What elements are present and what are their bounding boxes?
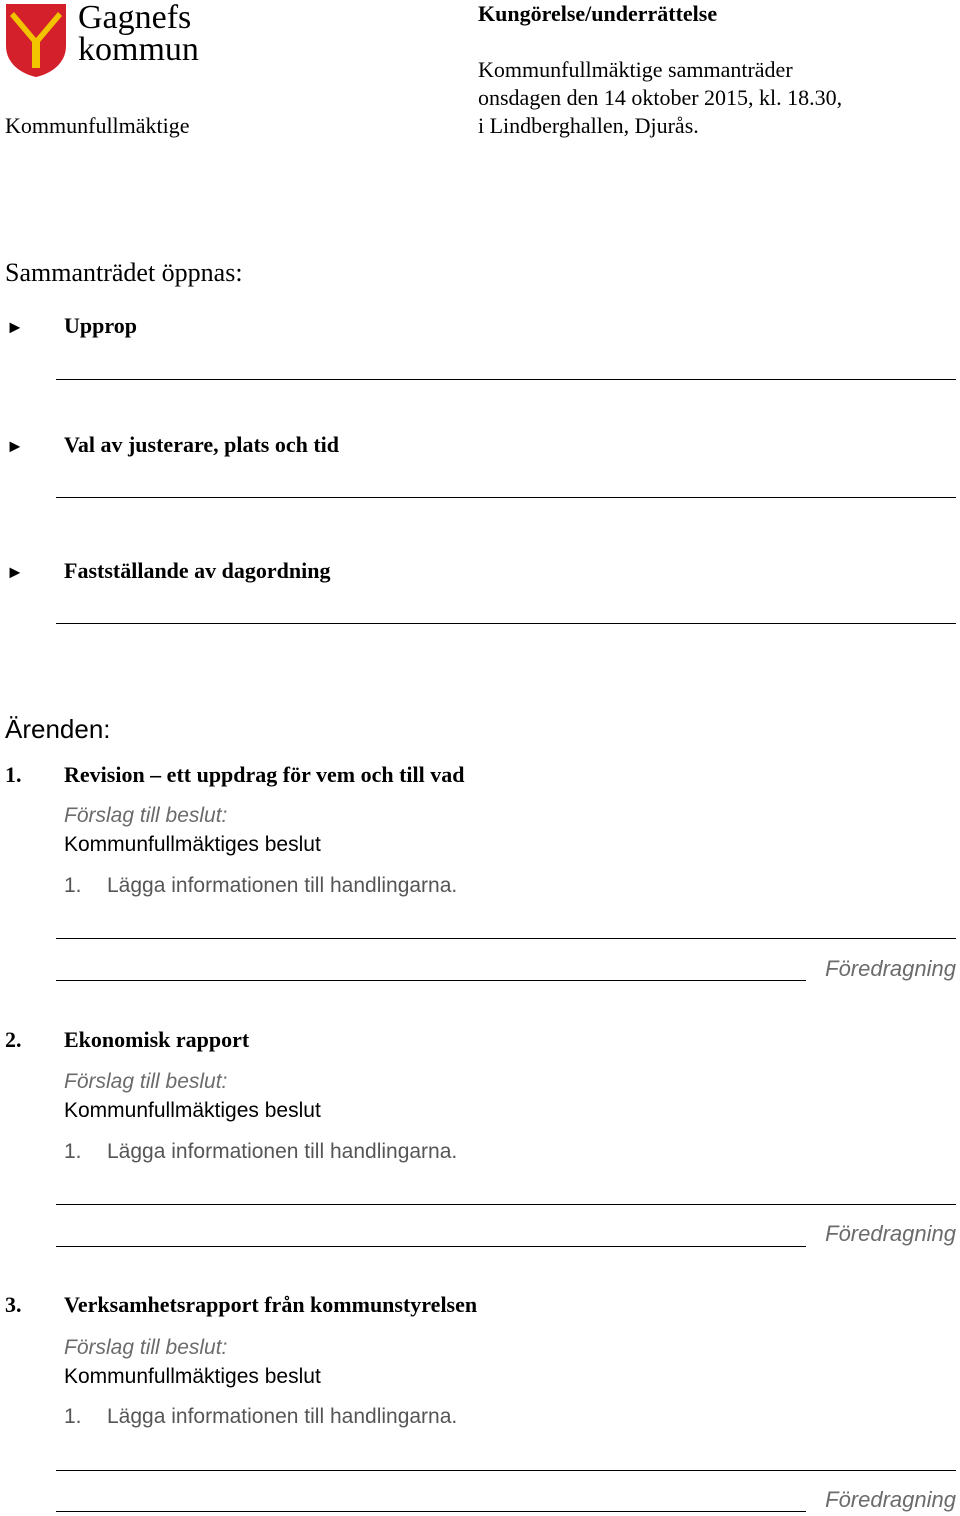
answer-line <box>56 379 956 380</box>
bullet-arrow-icon: ► <box>6 317 24 337</box>
answer-line <box>56 1470 956 1471</box>
answer-line <box>56 1204 956 1205</box>
opening-heading: Sammanträdet öppnas: <box>5 258 243 287</box>
presenter-line <box>56 1246 806 1247</box>
proposal-label: Förslag till beslut: <box>64 1070 228 1093</box>
matter-number: 3. <box>5 1292 22 1317</box>
matter-number: 1. <box>5 762 22 787</box>
matters-heading: Ärenden: <box>5 714 111 744</box>
notice-title: Kungörelse/underrättelse <box>478 1 718 26</box>
bullet-arrow-icon: ► <box>6 436 24 456</box>
notice-line: i Lindberghallen, Djurås. <box>478 113 699 138</box>
opening-item: Fastställande av dagordning <box>64 558 331 583</box>
presenter-label: Föredragning <box>825 1221 956 1246</box>
answer-line <box>56 938 956 939</box>
presenter-line <box>56 1511 806 1512</box>
answer-line <box>56 497 956 498</box>
matter-title: Revision – ett uppdrag för vem och till vad <box>64 762 465 787</box>
presenter-label: Föredragning <box>825 956 956 981</box>
decision-heading: Kommunfullmäktiges beslut <box>64 833 321 856</box>
logo-text-line2: kommun <box>78 31 199 68</box>
decision-heading: Kommunfullmäktiges beslut <box>64 1099 321 1122</box>
opening-item: Upprop <box>64 313 137 338</box>
matter-title: Ekonomisk rapport <box>64 1027 250 1052</box>
opening-item: Val av justerare, plats och tid <box>64 432 339 457</box>
matter-title: Verksamhetsrapport från kommunstyrelsen <box>64 1292 478 1317</box>
decision-text: Lägga informationen till handlingarna. <box>107 1405 458 1428</box>
notice-line: Kommunfullmäktige sammanträder <box>478 57 793 82</box>
organization-label: Kommunfullmäktige <box>5 113 190 138</box>
presenter-line <box>56 980 806 981</box>
presenter-label: Föredragning <box>825 1487 956 1512</box>
decision-heading: Kommunfullmäktiges beslut <box>64 1365 321 1388</box>
proposal-label: Förslag till beslut: <box>64 804 228 827</box>
logo-text-line1: Gagnefs <box>78 0 192 36</box>
decision-number: 1. <box>64 874 82 897</box>
coat-of-arms-icon <box>4 2 68 78</box>
matter-number: 2. <box>5 1027 22 1052</box>
bullet-arrow-icon: ► <box>6 562 24 582</box>
decision-number: 1. <box>64 1140 82 1163</box>
decision-text: Lägga informationen till handlingarna. <box>107 1140 458 1163</box>
notice-line: onsdagen den 14 oktober 2015, kl. 18.30, <box>478 85 843 110</box>
municipality-logo <box>4 2 216 80</box>
proposal-label: Förslag till beslut: <box>64 1336 228 1359</box>
decision-text: Lägga informationen till handlingarna. <box>107 874 458 897</box>
answer-line <box>56 623 956 624</box>
decision-number: 1. <box>64 1405 82 1428</box>
